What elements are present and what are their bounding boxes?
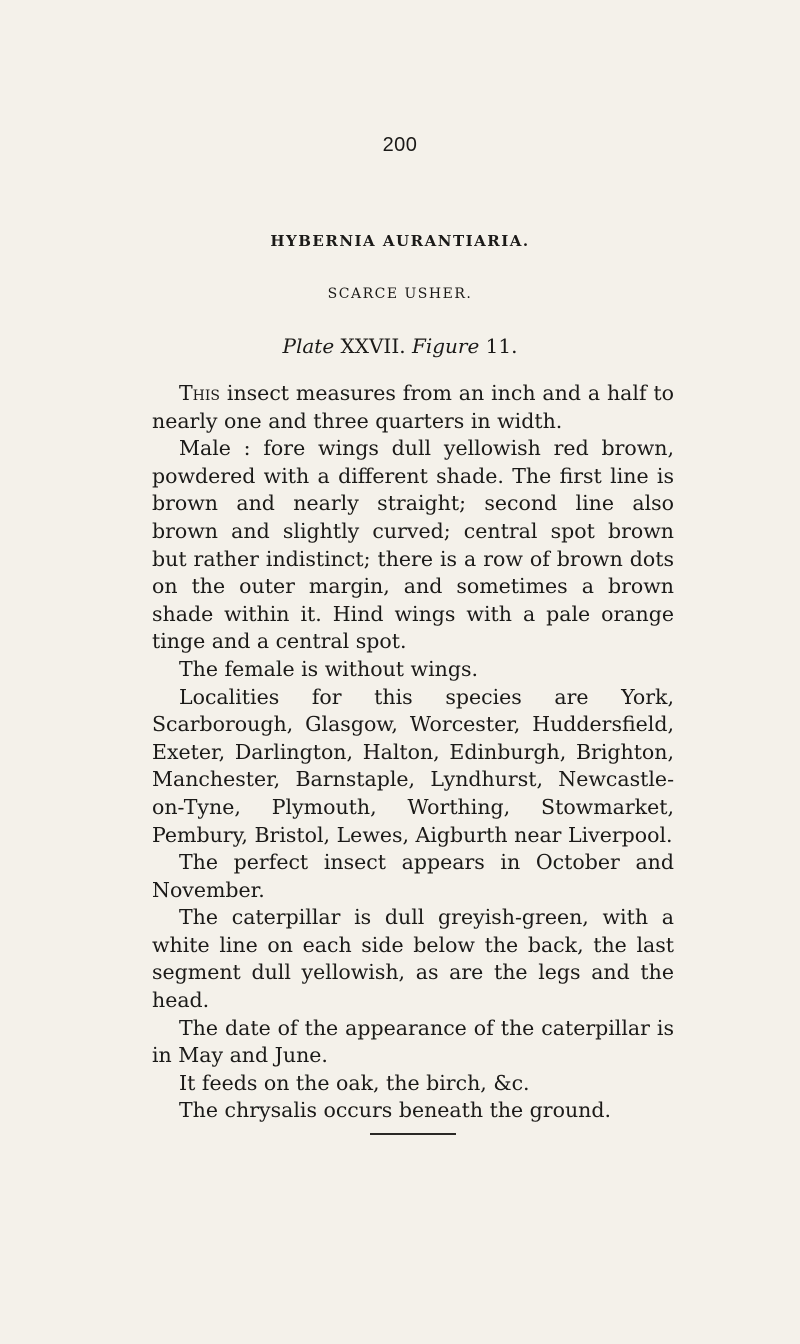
figure-label: Figure xyxy=(411,334,480,358)
page-number: 200 xyxy=(382,134,418,156)
plate-reference xyxy=(0,334,800,358)
species-title: HYBERNIA AURANTIARIA. xyxy=(270,232,530,250)
paragraph-food: It feeds on the oak, the birch, &c. xyxy=(179,1070,530,1095)
figure-number: 11. xyxy=(485,334,518,358)
lead-word: This xyxy=(179,381,221,405)
paragraph-caterpillar: The caterpillar is dull greyish-green, with a white line on each side below the back, the last segment dull yellowish, as are the legs and the head. xyxy=(152,905,674,1013)
plate-label: Plate xyxy=(282,334,335,358)
body-text xyxy=(152,380,674,1125)
common-name: SCARCE USHER. xyxy=(327,286,473,302)
paragraph-localities: Localities for this species are York, Scarborough, Glasgow, Worcester, Huddersfield, Exeter, Darlington, Halton, Edinburgh, Brighton, Manchester, Barnstaple, Lyndhurst, Newcastle-on-Tyne, Plymouth, Worthing, Stowmarket, Pembury, Bristol, Lewes, Aigburth near Liverpool. xyxy=(152,684,674,847)
paragraph-male: Male : fore wings dull yellowish red brown, powdered with a different shade. The first line is brown and nearly straight; second line also brown and slightly curved; central spot brown but rather indistinct; there is a row of brown dots on the outer margin, and sometimes a brown shade within it. Hind wings with a pale orange tinge and a central spot. xyxy=(152,436,674,654)
plate-number: XXVII. xyxy=(340,334,406,358)
paragraph-female: The female is without wings. xyxy=(179,656,479,681)
paragraph-caterpillar-date: The date of the appearance of the caterpillar is in May and June. xyxy=(152,1015,674,1068)
paragraph-season: The perfect insect appears in October and November. xyxy=(152,850,674,902)
paragraph-chrysalis: The chrysalis occurs beneath the ground. xyxy=(179,1098,611,1123)
end-rule xyxy=(370,1133,456,1135)
paragraph-size-text: insect measures from an inch and a half to nearly one and three quarters in width. xyxy=(152,381,674,433)
paragraph-size xyxy=(152,380,674,435)
